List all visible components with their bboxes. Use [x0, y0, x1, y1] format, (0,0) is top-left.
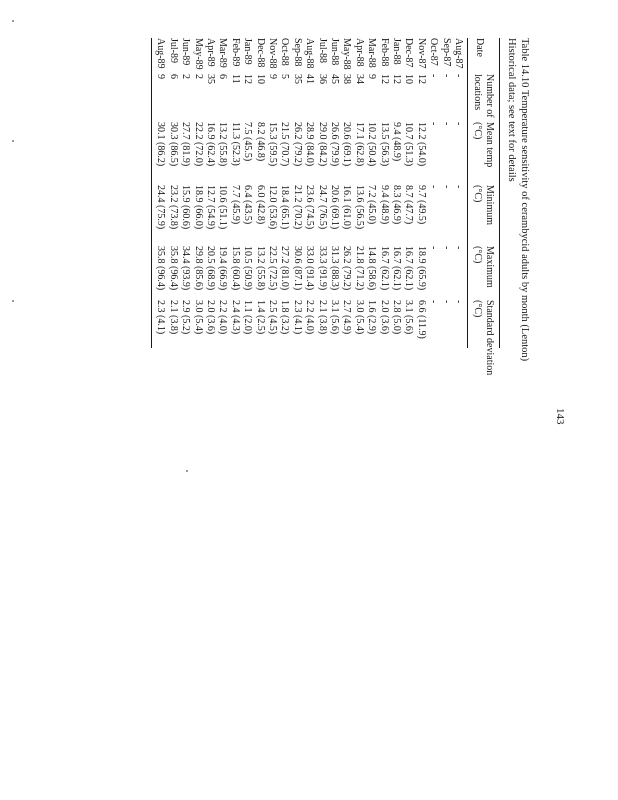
max-temp-cell: 10.5 (50.9) — [242, 246, 254, 291]
max-temp-cell: 35.8 (96.4) — [155, 246, 167, 291]
mean-temp-cell: 15.3 (59.5) — [267, 122, 278, 167]
min-temp-cell: 23.6 (74.5) — [304, 185, 316, 230]
sd-cell: - — [428, 300, 440, 304]
date-cell: Sep-88 — [291, 38, 303, 67]
min-temp-cell: 20.6 (69.1) — [329, 185, 340, 230]
table-caption-line-1: Table 14.10 Temperature sensitivity of cerambycid adults by month (Lenton) — [519, 38, 530, 362]
table-row — [216, 0, 228, 800]
min-temp-cell: 18.9 (66.0) — [192, 185, 204, 230]
min-temp-cell: - — [453, 185, 464, 189]
min-temp-cell: 13.6 (56.5) — [353, 185, 365, 230]
date-cell: Jan-89 — [242, 38, 254, 65]
min-temp-cell: - — [428, 185, 440, 189]
header-rule — [467, 38, 468, 348]
table-row — [154, 0, 166, 800]
table-row — [266, 0, 278, 800]
locations-header-unit: locations — [472, 74, 483, 111]
sd-cell: 6.6 (11.9) — [415, 300, 427, 339]
sd-cell: 2.1 (3.8) — [167, 300, 179, 335]
min-temp-cell: 6.0 (42.8) — [254, 185, 266, 225]
locations-cell: 2 — [180, 74, 192, 79]
mean-temp-cell: 27.7 (81.9) — [180, 122, 192, 167]
max-temp-cell: 16.7 (62.1) — [391, 246, 402, 291]
date-cell: Jul-89 — [167, 38, 179, 63]
min-temp-header: Minimum — [484, 185, 495, 226]
mean-temp-cell: 11.3 (52.3) — [229, 122, 241, 166]
table-row — [439, 0, 451, 800]
table-row — [204, 0, 216, 800]
scan-mark — [12, 20, 14, 22]
date-cell: Jun-88 — [329, 38, 340, 66]
date-cell: Dec-88 — [254, 38, 266, 68]
date-header: Date — [474, 38, 485, 57]
locations-cell: - — [453, 74, 464, 78]
table-row — [402, 0, 414, 800]
sd-cell: 2.3 (4.1) — [291, 300, 303, 335]
scan-mark — [12, 300, 14, 302]
sd-cell: 3.0 (5.4) — [353, 300, 365, 335]
date-cell: Jul-88 — [316, 38, 328, 63]
sd-cell: 3.1 (5.6) — [403, 300, 415, 335]
table-row — [328, 0, 340, 800]
max-temp-cell: 35.8 (96.4) — [167, 246, 179, 291]
max-temp-cell: 29.8 (85.6) — [192, 246, 204, 291]
table-row — [315, 0, 327, 800]
date-cell: Oct-88 — [279, 38, 291, 66]
date-cell: Oct-87 — [428, 38, 440, 66]
locations-cell: 5 — [279, 74, 291, 79]
mean-temp-cell: 10.7 (51.3) — [403, 122, 415, 167]
mean-temp-cell: 20.6 (69.1) — [341, 122, 353, 167]
date-cell: May-89 — [192, 38, 204, 70]
min-temp-header-unit: (°C) — [472, 185, 483, 203]
max-temp-cell: 34.4 (93.9) — [180, 246, 192, 291]
date-cell: Nov-87 — [415, 38, 427, 69]
max-temp-cell: 13.2 (55.8) — [254, 246, 266, 291]
sd-header-unit: (°C) — [472, 300, 483, 318]
locations-cell: 6 — [167, 74, 179, 79]
min-temp-cell: 12.0 (53.6) — [267, 185, 278, 230]
min-temp-cell: 9.7 (49.5) — [415, 185, 427, 225]
min-temp-cell: 21.2 (70.2) — [291, 185, 303, 230]
locations-cell: 6 — [217, 74, 229, 79]
min-temp-cell: 8.7 (47.7) — [403, 185, 415, 225]
max-temp-cell: 27.2 (81.0) — [279, 246, 291, 291]
sd-cell: 3.0 (5.4) — [192, 300, 204, 335]
max-temp-cell: 15.8 (60.4) — [229, 246, 241, 291]
max-temp-header: Maximum — [484, 246, 495, 288]
mean-temp-cell: 29.0 (84.2) — [316, 122, 328, 167]
mean-temp-cell: 28.9 (84.0) — [304, 122, 316, 167]
table-row — [365, 0, 377, 800]
sd-cell: 2.4 (4.3) — [229, 300, 241, 335]
date-cell: Feb-89 — [229, 38, 241, 67]
table-row — [377, 0, 389, 800]
locations-cell: - — [440, 74, 452, 78]
min-temp-cell: 18.4 (65.1) — [279, 185, 291, 230]
mean-temp-header-unit: (°C) — [472, 122, 483, 140]
locations-cell: 38 — [341, 74, 353, 84]
mean-temp-cell: - — [428, 122, 440, 126]
max-temp-cell: 26.2 (79.2) — [341, 246, 353, 291]
sd-cell: 1.8 (3.2) — [279, 300, 291, 335]
min-temp-cell: 8.3 (46.9) — [391, 185, 402, 225]
date-cell: Aug-88 — [304, 38, 316, 69]
mean-temp-cell: 30.3 (86.5) — [167, 122, 179, 167]
table-row — [191, 0, 203, 800]
locations-cell: 35 — [291, 74, 303, 84]
max-temp-cell: 33.3 (91.9) — [316, 246, 328, 291]
mean-temp-cell: 8.2 (46.8) — [254, 122, 266, 162]
date-cell: Dec-87 — [403, 38, 415, 68]
locations-cell: 12 — [378, 74, 390, 84]
table-row — [340, 0, 352, 800]
sd-cell: 2.7 (4.9) — [341, 300, 353, 335]
date-cell: Mar-89 — [217, 38, 229, 68]
top-rule — [499, 38, 500, 348]
sd-cell: 1.6 (2.9) — [366, 300, 378, 335]
max-temp-cell: 22.5 (72.5) — [267, 246, 278, 291]
table-row — [452, 0, 464, 800]
table-row — [414, 0, 426, 800]
date-cell: Jan-88 — [391, 38, 402, 65]
sd-cell: 2.8 (5.0) — [391, 300, 402, 335]
mean-temp-cell: 30.1 (86.2) — [155, 122, 167, 167]
locations-header: Number of — [484, 74, 495, 118]
mean-temp-cell: 13.5 (56.3) — [378, 122, 390, 167]
mean-temp-cell: - — [440, 122, 452, 126]
sd-cell: - — [440, 300, 452, 304]
table-row — [278, 0, 290, 800]
mean-temp-cell: - — [453, 122, 464, 126]
mean-temp-cell: 12.2 (54.0) — [415, 122, 427, 167]
table-row — [241, 0, 253, 800]
max-temp-cell: 18.9 (65.9) — [415, 246, 427, 291]
locations-cell: 35 — [205, 74, 216, 84]
sd-cell: 2.0 (3.6) — [378, 300, 390, 335]
min-temp-cell: - — [440, 185, 452, 189]
sd-cell: 2.3 (4.1) — [155, 300, 167, 335]
table-row — [228, 0, 240, 800]
sd-cell: 2.2 (4.0) — [304, 300, 316, 335]
date-cell: Mar-88 — [366, 38, 378, 68]
table-row — [390, 0, 402, 800]
mean-temp-cell: 26.2 (79.2) — [291, 122, 303, 167]
scan-mark — [186, 470, 188, 472]
mean-temp-cell: 7.5 (45.5) — [242, 122, 254, 162]
max-temp-cell: - — [453, 246, 464, 250]
table-row — [427, 0, 439, 800]
max-temp-cell: 33.0 (91.4) — [304, 246, 316, 291]
scan-mark — [12, 140, 14, 142]
min-temp-cell: 24.7 (76.5) — [316, 185, 328, 230]
locations-cell: - — [428, 74, 440, 78]
mean-temp-cell: 9.4 (48.9) — [391, 122, 402, 162]
locations-cell: 2 — [192, 74, 204, 79]
bottom-rule — [151, 38, 152, 348]
table-row — [303, 0, 315, 800]
max-temp-cell: 21.8 (71.2) — [353, 246, 365, 291]
table-row — [253, 0, 265, 800]
date-cell: Apr-89 — [205, 38, 216, 67]
max-temp-cell: 20.5 (68.9) — [205, 246, 216, 291]
min-temp-cell: 10.6 (51.1) — [217, 185, 229, 230]
locations-cell: 45 — [329, 74, 340, 84]
min-temp-cell: 23.2 (73.8) — [167, 185, 179, 230]
sd-cell: 1.4 (2.5) — [254, 300, 266, 335]
locations-cell: 12 — [242, 74, 254, 84]
locations-cell: 10 — [403, 74, 415, 84]
sd-cell: 2.5 (4.5) — [267, 300, 278, 335]
mean-temp-cell: 22.2 (72.0) — [192, 122, 204, 167]
max-temp-cell: 19.4 (66.9) — [217, 246, 229, 291]
sd-cell: 2.1 (3.8) — [316, 300, 328, 335]
max-temp-cell: 14.8 (58.6) — [366, 246, 378, 291]
date-cell: Sep-87 — [440, 38, 452, 67]
page-number: 143 — [554, 408, 566, 425]
min-temp-cell: 6.4 (43.5) — [242, 185, 254, 225]
date-cell: Jun-89 — [180, 38, 192, 66]
mean-temp-cell: 13.2 (55.8) — [217, 122, 229, 167]
table-caption-line-2: Historical data; see text for details — [506, 38, 517, 182]
table-row — [290, 0, 302, 800]
sd-header: Standard deviation — [484, 300, 495, 376]
max-temp-cell: - — [440, 246, 452, 250]
min-temp-cell: 7.7 (45.9) — [229, 185, 241, 225]
mean-temp-cell: 16.9 (62.4) — [205, 122, 216, 167]
table-row — [179, 0, 191, 800]
sd-cell: - — [453, 300, 464, 304]
sd-cell: 2.9 (5.2) — [180, 300, 192, 335]
locations-cell: 9 — [366, 74, 378, 79]
min-temp-cell: 12.7 (54.9) — [205, 185, 216, 230]
max-temp-cell: 30.6 (87.1) — [291, 246, 303, 291]
max-temp-cell: 16.7 (62.1) — [403, 246, 415, 291]
min-temp-cell: 15.9 (60.6) — [180, 185, 192, 230]
date-cell: Aug-87 — [453, 38, 464, 69]
max-temp-cell: 31.3 (88.3) — [329, 246, 340, 291]
locations-cell: 11 — [229, 74, 241, 84]
sd-cell: 3.1 (5.6) — [329, 300, 340, 335]
date-cell: May-88 — [341, 38, 353, 70]
max-temp-cell: 16.7 (62.1) — [378, 246, 390, 291]
mean-temp-cell: 26.6 (79.9) — [329, 122, 340, 167]
mean-temp-cell: 10.2 (50.4) — [366, 122, 378, 167]
locations-cell: 36 — [316, 74, 328, 84]
locations-cell: 12 — [415, 74, 427, 84]
min-temp-cell: 24.4 (75.9) — [155, 185, 167, 230]
mean-temp-header: Mean temp — [484, 122, 495, 168]
date-cell: Aug-89 — [155, 38, 167, 69]
mean-temp-cell: 17.1 (62.8) — [353, 122, 365, 167]
locations-cell: 10 — [254, 74, 266, 84]
date-cell: Feb-88 — [378, 38, 390, 67]
min-temp-cell: 9.4 (48.9) — [378, 185, 390, 225]
mean-temp-cell: 21.5 (70.7) — [279, 122, 291, 167]
sd-cell: 2.2 (4.0) — [217, 300, 229, 335]
locations-cell: 12 — [391, 74, 402, 84]
locations-cell: 9 — [267, 74, 278, 79]
date-cell: Nov-88 — [267, 38, 278, 69]
max-temp-cell: - — [428, 246, 440, 250]
max-temp-header-unit: (°C) — [472, 246, 483, 264]
locations-cell: 41 — [304, 74, 316, 84]
sd-cell: 2.0 (3.6) — [205, 300, 216, 335]
table-row — [166, 0, 178, 800]
date-cell: Apr-88 — [353, 38, 365, 67]
locations-cell: 9 — [155, 74, 167, 79]
min-temp-cell: 7.2 (45.0) — [366, 185, 378, 225]
min-temp-cell: 16.1 (61.0) — [341, 185, 353, 230]
sd-cell: 1.1 (2.0) — [242, 300, 254, 335]
locations-cell: 34 — [353, 74, 365, 84]
table-row — [352, 0, 364, 800]
